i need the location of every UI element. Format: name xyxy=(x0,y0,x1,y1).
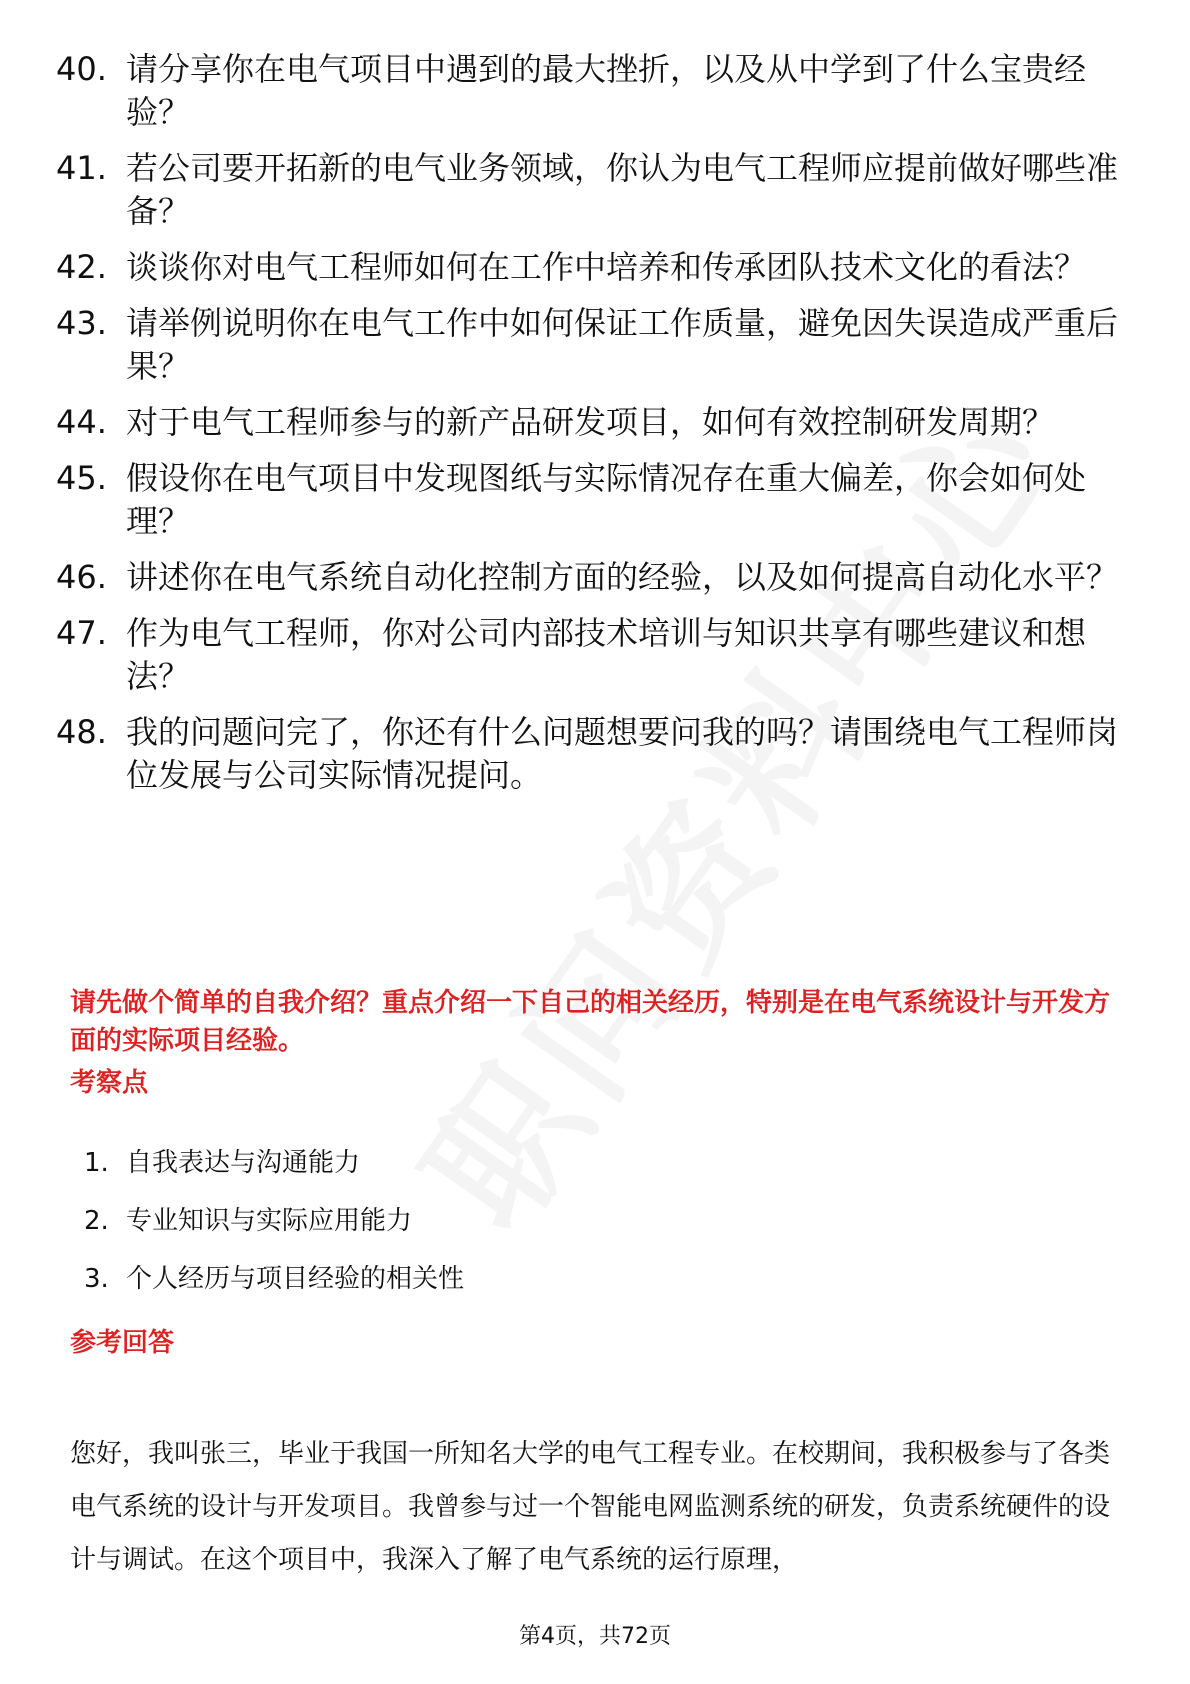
question-text: 请分享你在电气项目中遇到的最大挫折，以及从中学到了什么宝贵经验？ xyxy=(126,50,1087,131)
question-text: 请举例说明你在电气工作中如何保证工作质量，避免因失误造成严重后果？ xyxy=(126,304,1119,385)
question-number: 41. xyxy=(56,149,107,187)
question-item xyxy=(56,612,1136,698)
question-number: 40. xyxy=(56,50,107,88)
question-number: 45. xyxy=(56,459,107,497)
question-number: 44. xyxy=(56,403,107,441)
question-text: 作为电气工程师，你对公司内部技术培训与知识共享有哪些建议和想法？ xyxy=(126,614,1087,695)
point-text: 个人经历与项目经验的相关性 xyxy=(126,1264,465,1294)
point-number: 1. xyxy=(84,1148,109,1178)
question-number: 47. xyxy=(56,614,107,652)
point-text: 自我表达与沟通能力 xyxy=(126,1148,361,1178)
question-item xyxy=(56,48,1136,134)
assessment-point xyxy=(84,1204,464,1238)
question-item xyxy=(56,556,1136,599)
question-number: 42. xyxy=(56,248,107,286)
page-footer: 第4页，共72页 xyxy=(519,1624,671,1649)
point-number: 3. xyxy=(84,1264,109,1294)
question-number: 46. xyxy=(56,558,107,596)
assessment-heading: 考察点 xyxy=(70,1068,149,1098)
point-text: 专业知识与实际应用能力 xyxy=(126,1206,413,1236)
question-item xyxy=(56,401,1136,444)
assessment-point xyxy=(84,1146,464,1180)
question-text: 对于电气工程师参与的新产品研发项目，如何有效控制研发周期？ xyxy=(126,403,1055,441)
question-item xyxy=(56,302,1136,388)
question-number: 48. xyxy=(56,713,107,751)
question-text: 我的问题问完了，你还有什么问题想要问我的吗？请围绕电气工程师岗位发展与公司实际情况提问。 xyxy=(126,713,1119,794)
question-item xyxy=(56,246,1136,289)
question-text: 若公司要开拓新的电气业务领域，你认为电气工程师应提前做好哪些准备？ xyxy=(126,149,1119,230)
answer-heading: 参考回答 xyxy=(70,1328,175,1358)
question-item xyxy=(56,457,1136,543)
question-text: 讲述你在电气系统自动化控制方面的经验，以及如何提高自动化水平？ xyxy=(126,558,1119,596)
assessment-point-list xyxy=(84,1146,464,1320)
assessment-point xyxy=(84,1262,464,1296)
question-number: 43. xyxy=(56,304,107,342)
question-item xyxy=(56,147,1136,233)
question-list xyxy=(56,48,1136,810)
point-number: 2. xyxy=(84,1206,109,1236)
highlighted-question: 请先做个简单的自我介绍？重点介绍一下自己的相关经历，特别是在电气系统设计与开发方面的实际项目经验。 xyxy=(70,988,1111,1056)
answer-paragraph: 您好，我叫张三，毕业于我国一所知名大学的电气工程专业。在校期间，我积极参与了各类电气系统的设计与开发项目。我曾参与过一个智能电网监测系统的研发，负责系统硬件的设计与调试。在这个项目中，我深入了解了电气系统的运行原理， xyxy=(70,1439,1111,1575)
question-text: 谈谈你对电气工程师如何在工作中培养和传承团队技术文化的看法？ xyxy=(126,248,1087,286)
question-text: 假设你在电气项目中发现图纸与实际情况存在重大偏差，你会如何处理？ xyxy=(126,459,1087,540)
question-item xyxy=(56,711,1136,797)
